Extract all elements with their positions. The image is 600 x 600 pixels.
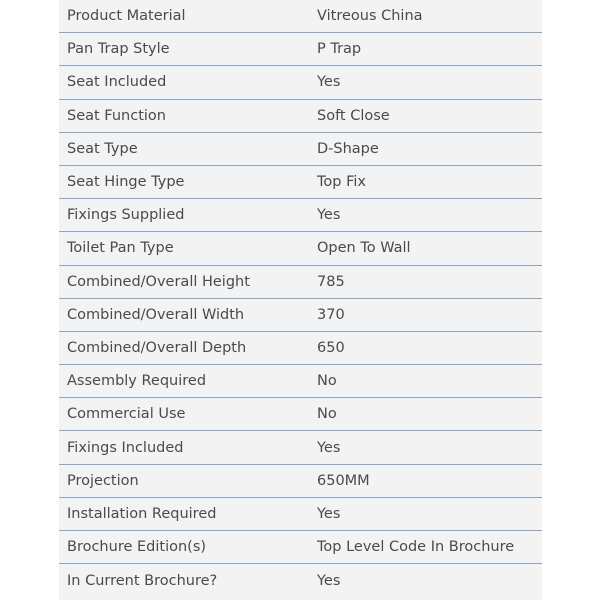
spec-value: P Trap <box>317 41 362 58</box>
spec-row-seat-hinge-type <box>59 166 542 199</box>
spec-label: Seat Included <box>67 74 167 91</box>
spec-label: Combined/Overall Depth <box>67 339 247 356</box>
spec-row-pan-trap-style <box>59 33 542 66</box>
spec-value: 650MM <box>317 472 370 489</box>
spec-value: Yes <box>317 572 341 589</box>
spec-value: 785 <box>317 273 345 290</box>
spec-value: Soft Close <box>317 107 390 124</box>
spec-row-fixings-included <box>59 431 542 464</box>
spec-row-brochure-edition <box>59 531 542 564</box>
spec-label: Pan Trap Style <box>67 41 170 58</box>
spec-value: Yes <box>317 207 341 224</box>
spec-value: Top Level Code In Brochure <box>317 539 515 556</box>
spec-value: Yes <box>317 74 341 91</box>
spec-value: 370 <box>317 306 345 323</box>
spec-label: Combined/Overall Height <box>67 273 250 290</box>
spec-value: Yes <box>317 439 341 456</box>
spec-value: Open To Wall <box>317 240 411 257</box>
product-specifications-table <box>59 0 542 600</box>
spec-label: Fixings Included <box>67 439 184 456</box>
spec-label: Combined/Overall Width <box>67 306 245 323</box>
spec-label: Seat Hinge Type <box>67 174 185 191</box>
spec-label: Toilet Pan Type <box>67 240 174 257</box>
spec-row-commercial-use <box>59 398 542 431</box>
spec-row-seat-function <box>59 100 542 133</box>
spec-value: Vitreous China <box>317 8 423 25</box>
spec-row-seat-included <box>59 66 542 99</box>
spec-label: Installation Required <box>67 505 217 522</box>
spec-label: Brochure Edition(s) <box>67 539 207 556</box>
spec-row-toilet-pan-type <box>59 232 542 265</box>
spec-row-seat-type <box>59 133 542 166</box>
spec-value: Yes <box>317 505 341 522</box>
spec-label: Seat Type <box>67 140 138 157</box>
spec-label: Commercial Use <box>67 406 186 423</box>
spec-row-installation-required <box>59 498 542 531</box>
spec-label: Seat Function <box>67 107 166 124</box>
spec-value: D-Shape <box>317 140 379 157</box>
spec-row-overall-height <box>59 266 542 299</box>
spec-label: Assembly Required <box>67 373 207 390</box>
spec-label: Fixings Supplied <box>67 207 185 224</box>
spec-label: In Current Brochure? <box>67 572 218 589</box>
spec-value: No <box>317 406 337 423</box>
spec-row-fixings-supplied <box>59 199 542 232</box>
spec-row-overall-depth <box>59 332 542 365</box>
spec-row-overall-width <box>59 299 542 332</box>
spec-row-in-current-brochure <box>59 564 542 597</box>
spec-value: Top Fix <box>317 174 366 191</box>
spec-label: Product Material <box>67 8 186 25</box>
spec-row-assembly-required <box>59 365 542 398</box>
spec-row-product-material <box>59 0 542 33</box>
spec-value: No <box>317 373 337 390</box>
spec-value: 650 <box>317 339 345 356</box>
spec-row-projection <box>59 465 542 498</box>
spec-label: Projection <box>67 472 139 489</box>
